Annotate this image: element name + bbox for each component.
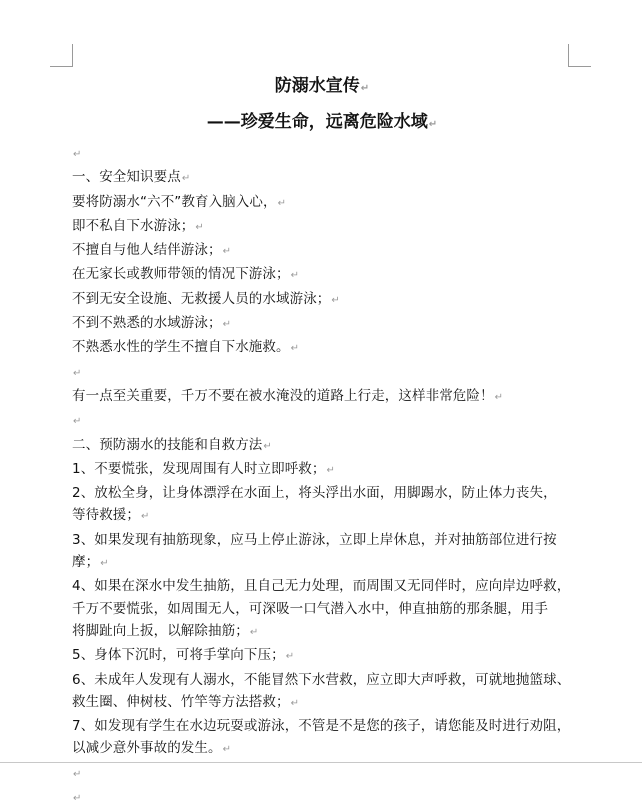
document-line [72,166,572,190]
paragraph-mark-icon: ↵ [141,511,150,523]
document-line [72,239,572,263]
paragraph-mark-icon: ↵ [222,744,232,756]
line-text: 不熟悉水性的学生不擅自下水施救。 [72,339,290,356]
document-line [72,762,572,786]
paragraph-mark-icon: ↵ [326,464,335,476]
document-line [72,504,572,528]
line-text: 不擅自与他人结伴游泳； [72,242,222,259]
paragraph-mark-icon: ↵ [222,319,232,331]
document-line [72,142,572,166]
paragraph-mark-icon: ↵ [290,343,300,355]
paragraph-mark-icon: ↵ [73,768,82,780]
paragraph-mark-icon: ↵ [331,294,340,306]
line-text: 将脚趾向上扳，以解除抽筋； [72,622,249,639]
paragraph-mark-icon: ↵ [360,83,370,94]
line-text: 二、预防溺水的技能和自救方法 [72,436,263,453]
paragraph-mark-icon: ↵ [277,197,287,209]
document-title: 防溺水宣传↵ [274,76,370,96]
line-text: 1、不要慌张，发现周围有人时立即呼救； [72,460,326,477]
document-line [72,691,572,715]
paragraph-mark-icon: ↵ [73,149,82,160]
paragraph-mark-icon: ↵ [73,367,82,379]
line-text: 以减少意外事故的发生。 [72,740,222,757]
document-line [72,737,572,761]
paragraph-mark-icon: ↵ [249,626,259,638]
document-subtitle: ——珍爱生命，远离危险水域↵ [206,112,438,132]
paragraph-mark-icon: ↵ [73,793,82,805]
paragraph-mark-icon: ↵ [222,246,232,258]
line-text: 在无家长或教师带领的情况下游泳； [72,266,290,283]
paragraph-mark-icon: ↵ [181,173,191,185]
line-text: 有一点至关重要，千万不要在被水淹没的道路上行走，这样非常危险！ [72,387,494,404]
line-text: 3、如果发现有抽筋现象，应马上停止游泳，立即上岸休息，并对抽筋部位进行按 [72,531,557,548]
paragraph-mark-icon: ↵ [73,416,82,428]
line-text: 千万不要慌张，如周围无人，可深吸一口气潜入水中，伸直抽筋的那条腿，用手 [72,600,548,617]
document-text [72,142,572,810]
document-line [72,336,572,360]
line-text: 5、身体下沉时，可将手掌向下压； [72,647,285,664]
document-line [72,529,572,551]
document-line [72,715,572,737]
paragraph-mark-icon: ↵ [494,391,504,403]
paragraph-mark-icon: ↵ [290,697,300,709]
line-text: 7、如发现有学生在水边玩耍或游泳，不管是不是您的孩子，请您能及时进行劝阻， [72,718,571,735]
line-text: 4、如果在深水中发生抽筋，且自己无力处理，而周围又无同伴时，应向岸边呼救， [72,578,571,595]
line-text: 一、安全知识要点 [72,169,181,186]
document-line [72,385,572,409]
document-line [72,361,572,385]
page-bottom-edge [0,762,642,763]
paragraph-mark-icon: ↵ [195,221,204,233]
paragraph-mark-icon: ↵ [428,119,438,130]
document-line [72,263,572,287]
document-line [72,669,572,691]
line-text: 摩； [72,554,100,571]
line-text: 不到不熟悉的水域游泳； [72,315,222,332]
line-text: 救生圈、伸树枝、竹竿等方法搭救； [72,693,290,710]
document-line [72,288,572,312]
document-line [72,575,572,597]
document-line [72,598,572,620]
paragraph-mark-icon: ↵ [290,270,300,282]
paragraph-mark-icon: ↵ [100,558,109,570]
line-text: 等待救援； [72,507,140,524]
paragraph-mark-icon: ↵ [285,651,295,663]
document-line [72,551,572,575]
document-line [72,482,572,504]
document-line [72,191,572,215]
margin-corner-top-left [50,44,73,67]
document-line [72,644,572,668]
document-line [72,434,572,458]
line-text: 2、放松全身，让身体漂浮在水面上，将头浮出水面，用脚踢水，防止体力丧失， [72,485,557,502]
line-text: 即不私自下水游泳； [72,217,195,234]
line-text: 不到无安全设施、无救援人员的水域游泳； [72,290,331,307]
document-line [72,409,572,433]
document-line [72,620,572,644]
document-line [72,215,572,239]
document-line [72,312,572,336]
line-text: 6、未成年人发现有人溺水，不能冒然下水营救，应立即大声呼救，可就地抛篮球、 [72,671,571,688]
document-line [72,786,572,810]
document-body[interactable] [72,74,572,810]
line-text: 要将防溺水“六不”教育入脑入心， [72,193,277,210]
document-line [72,458,572,482]
paragraph-mark-icon: ↵ [263,440,272,452]
margin-corner-top-right [568,44,591,67]
